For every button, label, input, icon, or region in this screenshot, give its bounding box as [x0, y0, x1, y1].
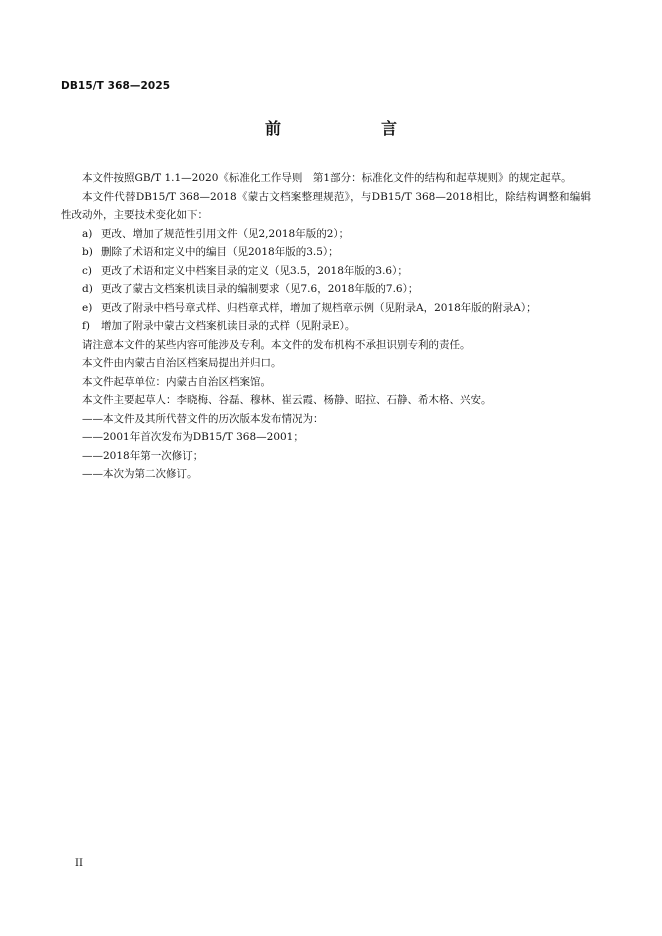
list-item-text: 删除了术语和定义中的编目（见2018年版的3.5）；	[101, 246, 339, 258]
list-item	[61, 317, 591, 336]
paragraph-drafters: 本文件主要起草人：李晓梅、谷磊、穆林、崔云霞、杨静、昭拉、石静、希木格、兴安。	[82, 394, 492, 406]
page-title: 前 言	[264, 119, 439, 138]
list-item	[61, 280, 591, 299]
paragraph-drafting-unit: 本文件起草单位：内蒙古自治区档案馆。	[82, 375, 271, 388]
history-item: ——2018年第一次修订；	[82, 449, 204, 462]
list-marker: c)	[82, 264, 92, 277]
paragraph-version-history-intro: ——本文件及其所代替文件的历次版本发布情况为：	[82, 412, 324, 425]
list-marker: d)	[82, 283, 93, 295]
list-item	[61, 243, 591, 262]
list-marker: a)	[82, 227, 93, 240]
history-item: ——本次为第二次修订。	[82, 468, 198, 480]
list-marker: b)	[82, 246, 93, 258]
paragraph-patent-notice: 请注意本文件的某些内容可能涉及专利。本文件的发布机构不承担识别专利的责任。	[82, 338, 471, 351]
history-item: ——2001年首次发布为DB15/T 368—2001；	[82, 431, 304, 443]
list-item	[61, 225, 591, 244]
list-item-text: 更改了蒙古文档案机读目录的编制要求（见7.6，2018年版的7.6）；	[101, 283, 419, 295]
list-item-text: 更改了术语和定义中档案目录的定义（见3.5，2018年版的3.6）；	[101, 264, 408, 277]
list-item-text: 更改了附录中档号章式样、归档章式样，增加了规档章示例（见附录A，2018年版的附录A）；	[101, 301, 537, 314]
document-code: DB15/T 368—2025	[61, 80, 171, 92]
page-number: II	[75, 858, 83, 869]
list-marker: f)	[82, 320, 90, 332]
list-item	[61, 299, 591, 318]
paragraph-proposer: 本文件由内蒙古自治区档案局提出并归口。	[82, 357, 282, 369]
paragraph-drafting-basis: 本文件按照GB/T 1.1—2020《标准化工作导则 第1部分：标准化文件的结构和起草规则》的规定起草。	[82, 172, 572, 184]
list-item	[61, 262, 591, 281]
list-item-text: 更改、增加了规范性引用文件（见2,2018年版的2）；	[101, 227, 350, 240]
foreword-body	[61, 169, 591, 484]
list-item-text: 增加了附录中蒙古文档案机读目录的式样（见附录E）。	[101, 320, 356, 332]
list-marker: e)	[82, 301, 93, 314]
paragraph-replacement: 本文件代替DB15/T 368—2018《蒙古文档案整理规范》，与DB15/T 368—2018相比，除结构调整和编辑性改动外，主要技术变化如下：	[61, 190, 591, 221]
